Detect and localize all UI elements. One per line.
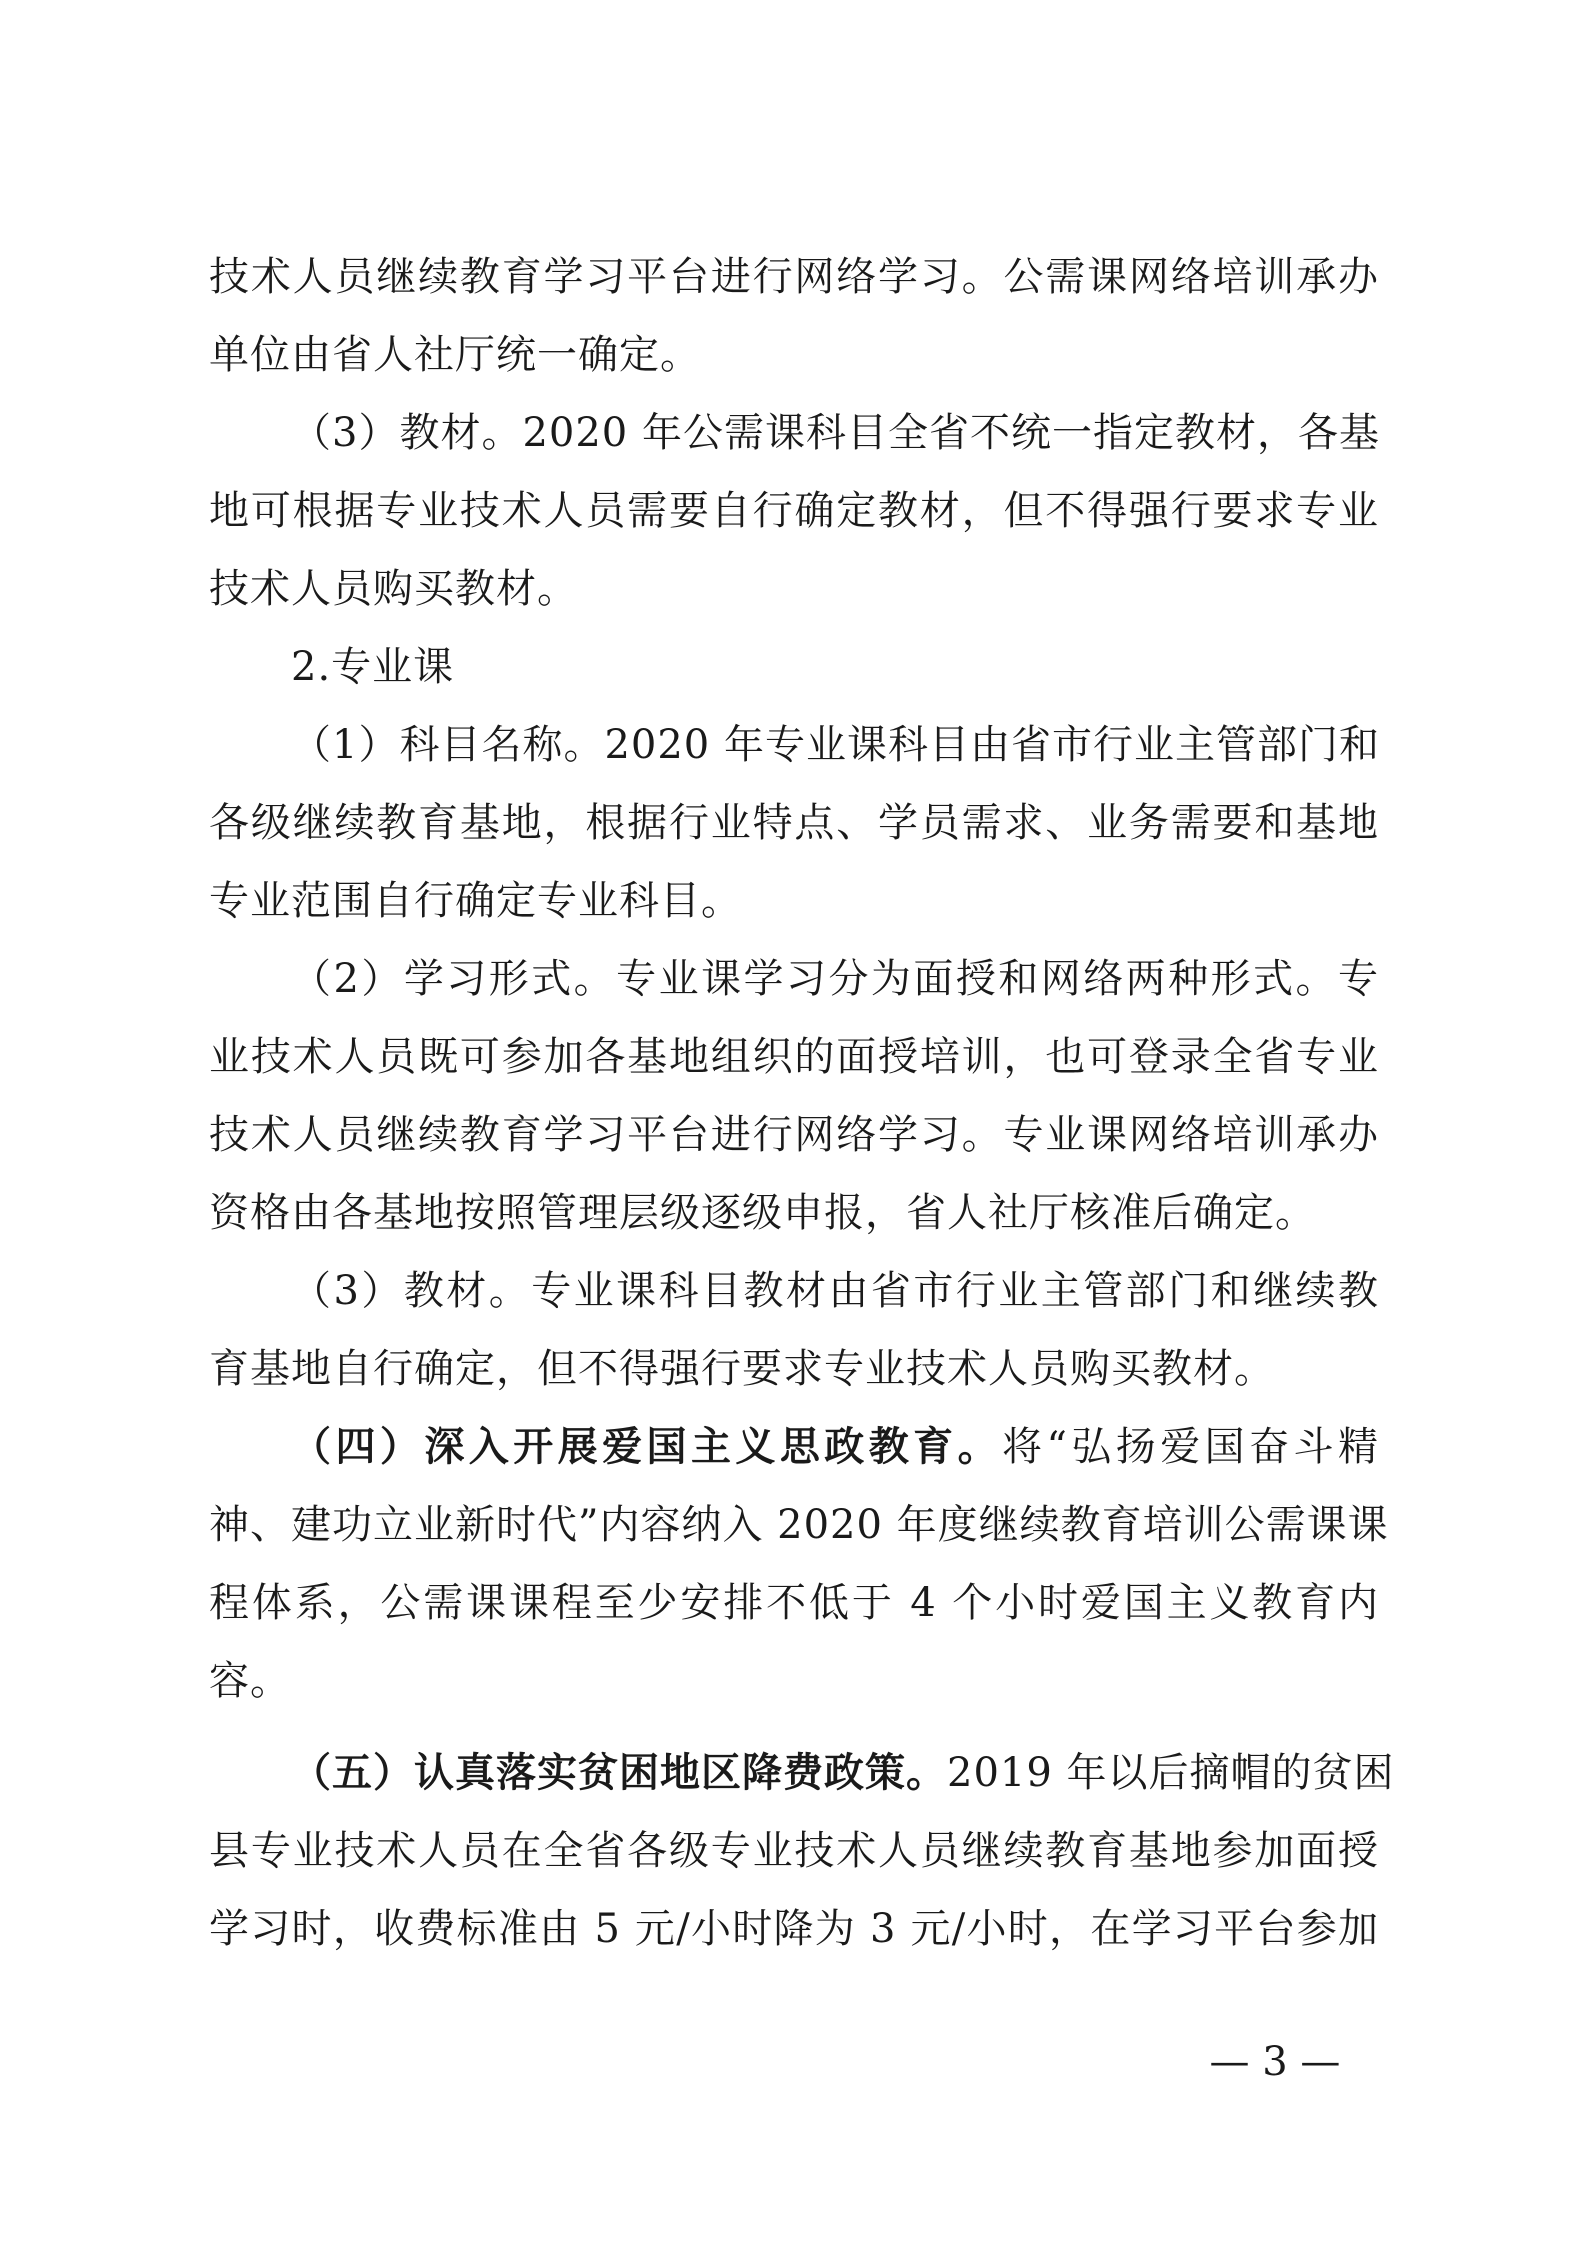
section-heading: （五）认真落实贫困地区降费政策。 (291, 1749, 947, 1796)
text-line: 容。 (209, 1658, 291, 1704)
text-line: 各级继续教育基地，根据行业特点、学员需求、业务需要和基地 (209, 800, 1379, 846)
page-number: — 3 — (1209, 2039, 1341, 2085)
text-line: 神、建功立业新时代”内容纳入 2020 年度继续教育培训公需课课 (209, 1502, 1389, 1548)
text-line: 技术人员继续教育学习平台进行网络学习。专业课网络培训承办 (209, 1112, 1379, 1158)
text-line: 程体系，公需课课程至少安排不低于 4 个小时爱国主义教育内 (209, 1580, 1379, 1626)
text-line: 地可根据专业技术人员需要自行确定教材，但不得强行要求专业 (209, 488, 1379, 534)
text-line: 技术人员继续教育学习平台进行网络学习。公需课网络培训承办 (209, 254, 1379, 300)
text-line: 专业范围自行确定专业科目。 (209, 878, 742, 924)
text-run: 2019 年以后摘帽的贫困 (947, 1750, 1395, 1796)
paragraph (209, 1408, 1389, 1720)
section-heading: （四）深入开展爱国主义思政教育。 (291, 1423, 1003, 1470)
text-line: （3）教材。专业课科目教材由省市行业主管部门和继续教 (291, 1268, 1379, 1314)
text-line: 2.专业课 (291, 644, 455, 690)
paragraph (209, 706, 1379, 940)
text-line: 业技术人员既可参加各基地组织的面授培训，也可登录全省专业 (209, 1034, 1379, 1080)
paragraph (209, 1734, 1395, 1968)
paragraph (209, 238, 1379, 394)
text-line (209, 1734, 1395, 1812)
text-line: （3）教材。2020 年公需课科目全省不统一指定教材，各基 (291, 410, 1380, 456)
text-line: 单位由省人社厅统一确定。 (209, 332, 701, 378)
paragraph (209, 940, 1379, 1252)
subheading (209, 628, 1379, 706)
text-line: （2）学习形式。专业课学习分为面授和网络两种形式。专 (291, 956, 1379, 1002)
text-line: 资格由各基地按照管理层级逐级申报，省人社厅核准后确定。 (209, 1190, 1316, 1236)
paragraph (209, 1252, 1379, 1408)
text-line: 县专业技术人员在全省各级专业技术人员继续教育基地参加面授 (209, 1828, 1379, 1874)
text-line: 技术人员购买教材。 (209, 566, 578, 612)
text-line: 学习时，收费标准由 5 元/小时降为 3 元/小时，在学习平台参加 (209, 1906, 1379, 1952)
text-run: 将“弘扬爱国奋斗精 (1002, 1424, 1379, 1470)
text-line: 育基地自行确定，但不得强行要求专业技术人员购买教材。 (209, 1346, 1275, 1392)
document-body (209, 238, 1395, 1968)
text-line: （1）科目名称。2020 年专业课科目由省市行业主管部门和 (291, 722, 1380, 768)
text-line (209, 1408, 1379, 1486)
paragraph (209, 394, 1379, 628)
paragraph-gap (209, 1720, 1379, 1734)
